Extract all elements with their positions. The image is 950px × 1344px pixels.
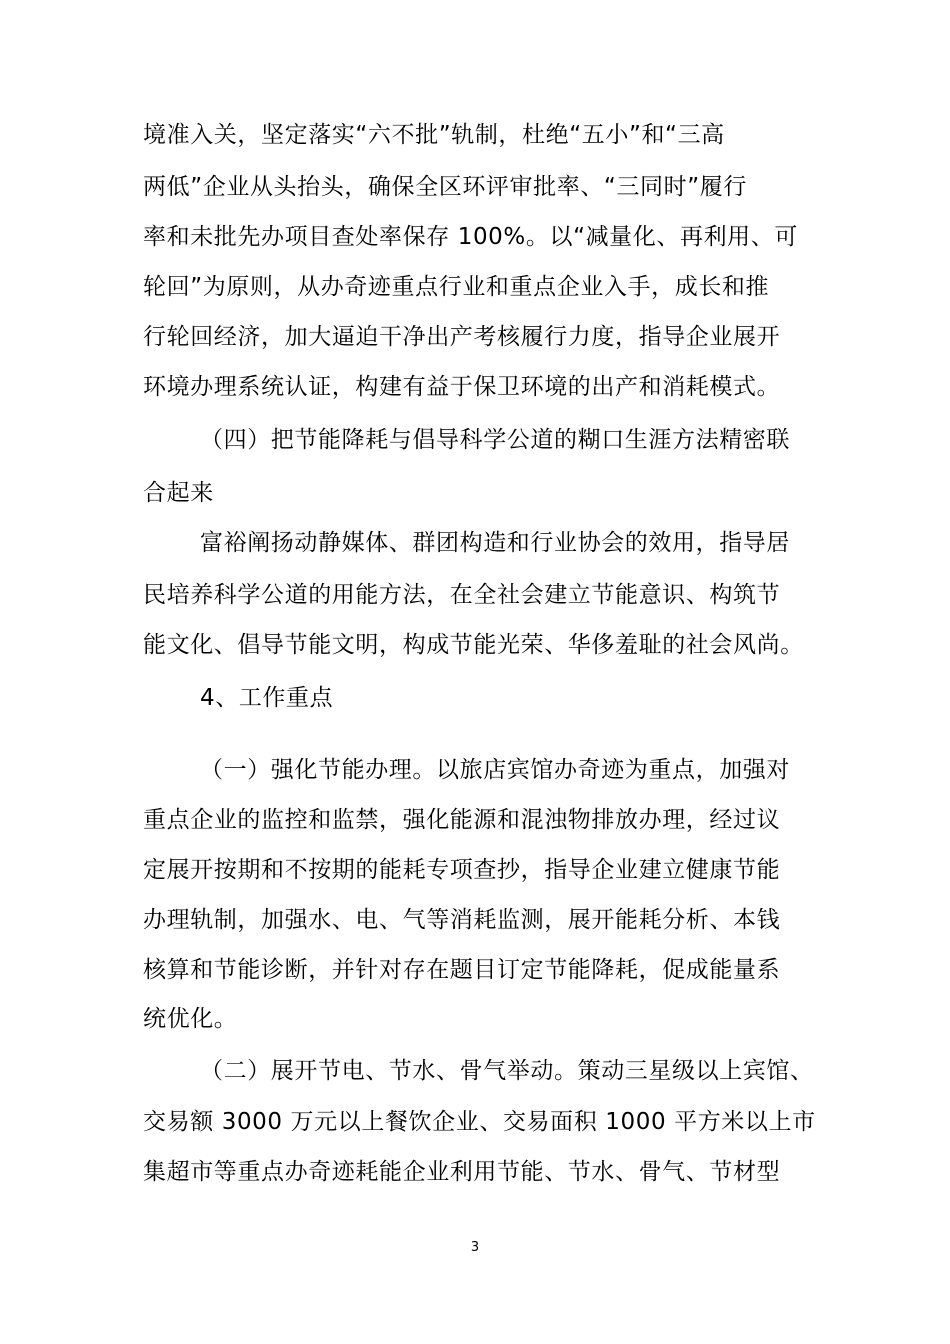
section-heading-line: （四）把节能降耗与倡导科学公道的糊口生涯方法精密联 — [200, 427, 790, 453]
text-line: 能文化、倡导节能文明，构成节能光荣、华侈羞耻的社会风尚。 — [143, 632, 804, 658]
text-line: 两低”企业从头抬头，确保全区环评审批率、“三同时”履行 — [143, 174, 747, 200]
text-line: 办理轨制，加强水、电、气等消耗监测，展开能耗分析、本钱 — [143, 907, 781, 933]
text-line: 统优化。 — [143, 1006, 238, 1032]
text-line: 行轮回经济，加大逼迫干净出产考核履行力度，指导企业展开 — [143, 324, 781, 350]
text-line: 交易额 3000 万元以上餐饮企业、交易面积 1000 平方米以上市 — [143, 1109, 816, 1135]
text-line: 集超市等重点办奇迹耗能企业利用节能、节水、骨气、节材型 — [143, 1159, 781, 1185]
text-line: 定展开按期和不按期的能耗专项查抄，指导企业建立健康节能 — [143, 857, 781, 883]
text-line: 环境办理系统认证，构建有益于保卫环境的出产和消耗模式。 — [143, 374, 781, 400]
text-line: 富裕阐扬动静媒体、群团构造和行业协会的效用，指导居 — [200, 530, 790, 556]
section-heading-line: 4、工作重点 — [200, 685, 334, 711]
text-line: （一）强化节能办理。以旅店宾馆办奇迹为重点，加强对 — [200, 757, 790, 783]
section-heading-line: 合起来 — [143, 480, 214, 506]
text-line: 重点企业的监控和监禁，强化能源和混浊物排放办理，经过议 — [143, 807, 781, 833]
text-line: 轮回”为原则，从办奇迹重点行业和重点企业入手，成长和推 — [143, 274, 770, 300]
text-line: 率和未批先办项目查处率保存 100%。以“减量化、再利用、可 — [143, 224, 798, 250]
text-line: 境准入关，坚定落实“六不批”轨制，杜绝“五小”和“三高 — [143, 122, 725, 148]
text-line: 民培养科学公道的用能方法，在全社会建立节能意识、构筑节 — [143, 582, 781, 608]
text-line: 核算和节能诊断，并针对存在题目订定节能降耗，促成能量系 — [143, 957, 781, 983]
text-line: （二）展开节电、节水、骨气举动。策动三星级以上宾馆、 — [200, 1058, 814, 1084]
page-number: 3 — [470, 1240, 480, 1255]
